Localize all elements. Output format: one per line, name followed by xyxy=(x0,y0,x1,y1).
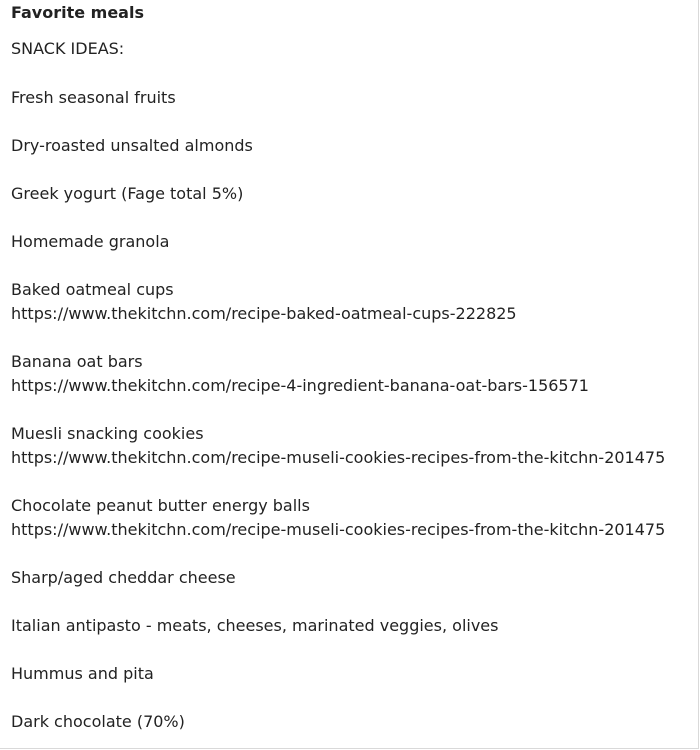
recipe-link[interactable]: https://www.thekitchn.com/recipe-4-ingredient-banana-oat-bars-156571 xyxy=(11,376,589,395)
snack-item-text: Banana oat bars xyxy=(11,352,143,371)
snack-item-muesli-cookies xyxy=(11,422,698,470)
snack-item-text: Homemade granola xyxy=(11,232,170,251)
snack-item-text: Chocolate peanut butter energy balls xyxy=(11,496,310,515)
snack-item-antipasto xyxy=(11,614,698,638)
snack-item-cheddar xyxy=(11,566,698,590)
recipe-link[interactable]: https://www.thekitchn.com/recipe-baked-oatmeal-cups-222825 xyxy=(11,304,517,323)
recipe-link[interactable]: https://www.thekitchn.com/recipe-museli-cookies-recipes-from-the-kitchn-201475 xyxy=(11,520,666,539)
snack-item-hummus xyxy=(11,662,698,686)
snack-item-yogurt xyxy=(11,182,698,206)
snack-item-fruits xyxy=(11,86,698,110)
snack-item-text: Dark chocolate (70%) xyxy=(11,712,185,731)
snack-item-banana-oat-bars xyxy=(11,350,698,398)
snack-item-text: Fresh seasonal fruits xyxy=(11,88,176,107)
snack-item-text: Sharp/aged cheddar cheese xyxy=(11,568,236,587)
snack-item-oatmeal-cups xyxy=(11,278,698,326)
snack-item-granola xyxy=(11,230,698,254)
snack-item-text: Greek yogurt (Fage total 5%) xyxy=(11,184,244,203)
snack-item-almonds xyxy=(11,134,698,158)
recipe-link[interactable]: https://www.thekitchn.com/recipe-museli-cookies-recipes-from-the-kitchn-201475 xyxy=(11,448,666,467)
snack-item-text: Baked oatmeal cups xyxy=(11,280,174,299)
note-title: Favorite meals xyxy=(11,3,144,22)
snack-item-text: Italian antipasto - meats, cheeses, marinated veggies, olives xyxy=(11,616,499,635)
snack-item-energy-balls xyxy=(11,494,698,542)
section-heading: SNACK IDEAS: xyxy=(11,39,125,58)
snack-item-text: Muesli snacking cookies xyxy=(11,424,204,443)
snack-item-text: Dry-roasted unsalted almonds xyxy=(11,136,253,155)
snack-item-text: Hummus and pita xyxy=(11,664,154,683)
snack-item-dark-chocolate xyxy=(11,710,698,734)
